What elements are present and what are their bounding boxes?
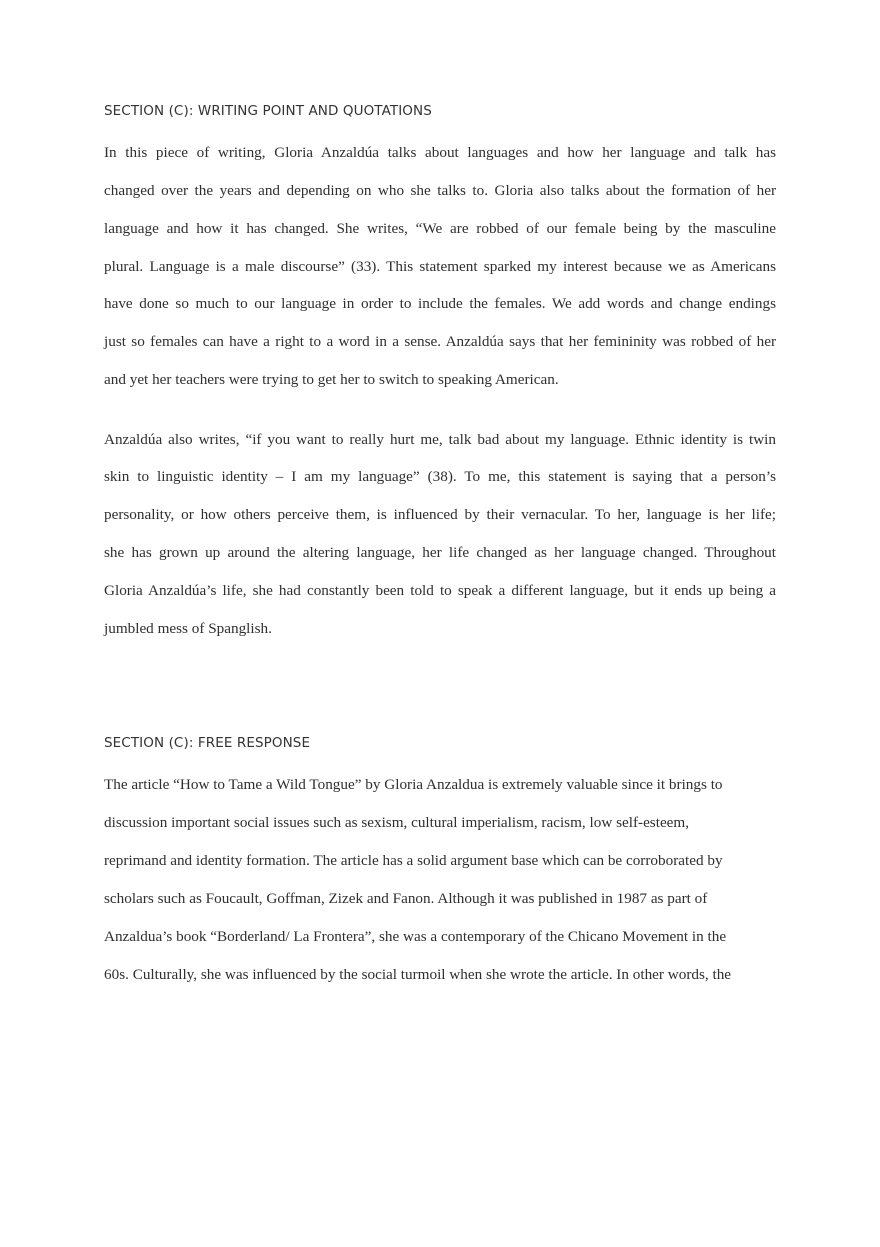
text-line: language and how it has changed. She writes, “We are robbed of our female being by the masculine — [104, 220, 776, 237]
text-line: have done so much to our language in order to include the females. We add words and change endings — [104, 295, 776, 312]
text-line: In this piece of writing, Gloria Anzaldúa talks about languages and how her language and talk has — [104, 144, 776, 161]
section-heading-writing-point: SECTION (C): WRITING POINT AND QUOTATIONS — [104, 103, 432, 119]
text-line: Anzaldua’s book “Borderland/ La Frontera”, she was a contemporary of the Chicano Movement in the — [104, 928, 727, 945]
text-line: personality, or how others perceive them, is influenced by their vernacular. To her, language is her life; — [104, 506, 776, 523]
text-line: scholars such as Foucault, Goffman, Zizek and Fanon. Although it was published in 1987 as part of — [104, 890, 708, 907]
text-line: just so females can have a right to a word in a sense. Anzaldúa says that her femininity was robbed of her — [104, 333, 776, 350]
text-line: plural. Language is a male discourse” (33). This statement sparked my interest because we as Americans — [104, 258, 776, 275]
section-heading-free-response: SECTION (C): FREE RESPONSE — [104, 735, 311, 751]
text-line: Gloria Anzaldúa’s life, she had constantly been told to speak a different language, but it ends up being a — [104, 582, 776, 599]
text-line: 60s. Culturally, she was influenced by the social turmoil when she wrote the article. In other words, the — [104, 966, 732, 983]
text-line: jumbled mess of Spanglish. — [104, 620, 272, 637]
text-line: Anzaldúa also writes, “if you want to really hurt me, talk bad about my language. Ethnic identity is twin — [104, 431, 776, 448]
text-line: reprimand and identity formation. The article has a solid argument base which can be corroborated by — [104, 852, 723, 869]
text-line: and yet her teachers were trying to get her to switch to speaking American. — [104, 371, 559, 388]
text-line: discussion important social issues such as sexism, cultural imperialism, racism, low self-esteem, — [104, 814, 690, 831]
text-line: changed over the years and depending on who she talks to. Gloria also talks about the formation of her — [104, 182, 776, 199]
text-line: The article “How to Tame a Wild Tongue” by Gloria Anzaldua is extremely valuable since it brings to — [104, 776, 723, 793]
text-line: she has grown up around the altering language, her life changed as her language changed. Throughout — [104, 544, 776, 561]
text-line: skin to linguistic identity – I am my language” (38). To me, this statement is saying that a person’s — [104, 468, 776, 485]
